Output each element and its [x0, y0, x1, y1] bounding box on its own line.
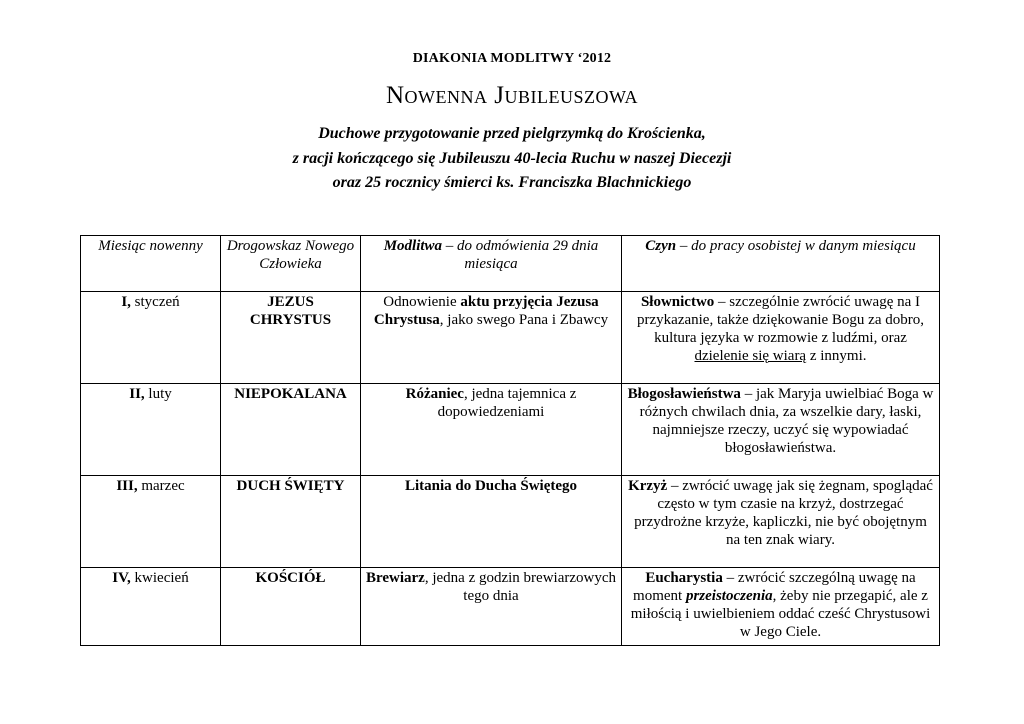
month-number: I,: [121, 294, 131, 310]
deed-bold: Słownictwo: [640, 294, 715, 310]
deed-text: – zwrócić uwagę jak się żegnam, spoglądać często w tym czasie na krzyż, dostrzegać przydrożne krzyże, kapliczki, nie być obojętnym na ten znak wiary.: [634, 478, 933, 548]
deed-text: – zwrócić szczególną uwagę na moment: [633, 570, 916, 604]
header-guidepost: Drogowskaz Nowego Człowieka: [221, 236, 361, 292]
month-name: kwiecień: [130, 570, 189, 586]
deed-text: – szczególnie zwrócić uwagę na I przykazanie, także dziękowanie Bogu za dobro, kultura języka w rozmowie z ludźmi, oraz: [637, 294, 924, 346]
cell-guidepost: JEZUS CHRYSTUS: [221, 292, 361, 384]
month-number: IV,: [112, 570, 131, 586]
month-number: III,: [116, 478, 138, 494]
deed-bold: Krzyż: [628, 478, 668, 494]
prayer-text: , jedna tajemnica z dopowiedzeniami: [437, 386, 577, 420]
table-row: [81, 476, 940, 568]
month-name: luty: [144, 386, 172, 402]
header-prayer-bold: Modlitwa: [383, 238, 443, 254]
cell-deed: [622, 292, 940, 384]
deed-bold: Eucharystia: [645, 570, 723, 586]
table-row: [81, 568, 940, 646]
document-subtitle: [0, 122, 1024, 196]
deed-underlined: dzielenie się wiarą: [694, 348, 807, 364]
deed-text: , żeby nie przegapić, ale z miłością i uwielbieniem oddać cześć Chrystusowi w Jego Ciele.: [630, 588, 931, 640]
cell-deed: [622, 476, 940, 568]
cell-guidepost: KOŚCIÓŁ: [221, 568, 361, 646]
subtitle-line-1: Duchowe przygotowanie przed pielgrzymką do Krościenka,: [318, 125, 706, 142]
header-deed-rest: – do pracy osobistej w danym miesiącu: [676, 238, 916, 254]
cell-month: [81, 384, 221, 476]
prayer-text: , jedna z godzin brewiarzowych tego dnia: [424, 570, 617, 604]
month-number: II,: [129, 386, 145, 402]
deed-bold-italic: przeistoczenia: [685, 588, 773, 604]
cell-guidepost: NIEPOKALANA: [221, 384, 361, 476]
novena-table: [80, 235, 940, 646]
document-title: Nowenna Jubileuszowa: [386, 82, 638, 109]
cell-guidepost: DUCH ŚWIĘTY: [221, 476, 361, 568]
month-name: styczeń: [130, 294, 180, 310]
cell-prayer: [361, 292, 622, 384]
cell-prayer: [361, 476, 622, 568]
cell-deed: [622, 384, 940, 476]
table-row: [81, 384, 940, 476]
prayer-text: Odnowienie: [383, 294, 461, 310]
prayer-text: , jako swego Pana i Zbawcy: [439, 312, 609, 328]
deed-text: z innymi.: [806, 348, 867, 364]
cell-month: [81, 292, 221, 384]
header-deed-bold: Czyn: [645, 238, 677, 254]
header-deed: [622, 236, 940, 292]
cell-deed: [622, 568, 940, 646]
header-month: Miesiąc nowenny: [81, 236, 221, 292]
cell-month: [81, 568, 221, 646]
subtitle-line-2: z racji kończącego się Jubileuszu 40-lecia Ruchu w naszej Diecezji: [292, 149, 732, 167]
cell-prayer: [361, 384, 622, 476]
prayer-bold: Litania do Ducha Świętego: [404, 478, 578, 494]
table-header-row: [81, 236, 940, 292]
month-name: marzec: [137, 478, 185, 494]
deed-bold: Błogosławieństwa: [627, 386, 741, 402]
table-row: [81, 292, 940, 384]
subtitle-line-3: oraz 25 rocznicy śmierci ks. Franciszka Blachnickiego: [332, 174, 692, 191]
header-prayer: [361, 236, 622, 292]
header-prayer-rest: – do odmówienia 29 dnia miesiąca: [442, 238, 599, 272]
prayer-bold: Brewiarz: [365, 570, 425, 586]
prayer-bold: Różaniec: [405, 386, 464, 402]
prayer-bold: aktu przyjęcia Jezusa Chrystusa: [373, 294, 599, 328]
cell-month: [81, 476, 221, 568]
cell-prayer: [361, 568, 622, 646]
organization-heading: DIAKONIA MODLITWY ‘2012: [412, 51, 612, 66]
deed-text: – jak Maryja uwielbiać Boga w różnych chwilach dnia, za wszelkie dary, łaski, najmniejsze rzeczy, uczyć się wypowiadać błogosławieństwa.: [639, 386, 934, 456]
